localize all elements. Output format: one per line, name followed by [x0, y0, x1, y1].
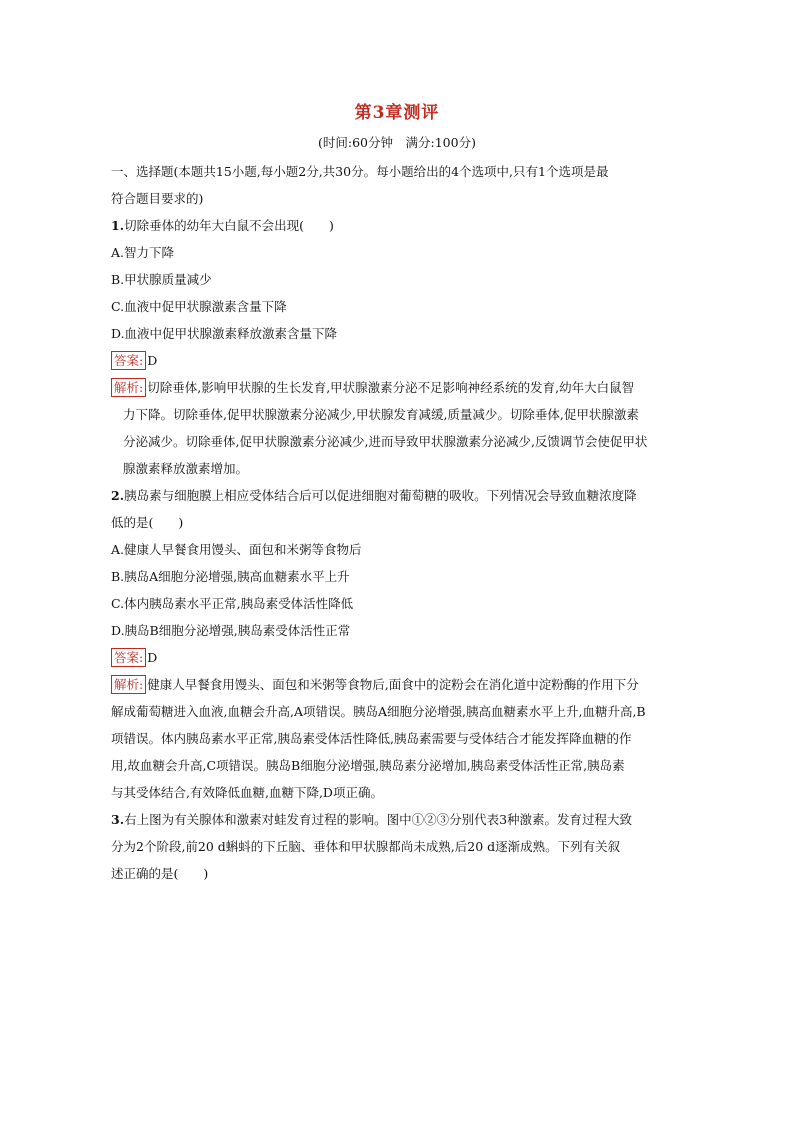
answer-value: D — [147, 353, 158, 368]
section-heading: 一、选择题(本题共15小题,每小题2分,共30分。每小题给出的4个选项中,只有1个选项是最 — [111, 164, 609, 179]
question-2-stem: 2.胰岛素与细胞膜上相应受体结合后可以促进细胞对葡萄糖的吸收。下列情况会导致血糖浓度降 — [111, 488, 637, 503]
question-3-stem-cont: 分为2个阶段,前20 d蝌蚪的下丘脑、垂体和甲状腺都尚未成熟,后20 d逐渐成熟。下列有关叙 — [111, 839, 621, 854]
question-2-stem-cont: 低的是( ) — [111, 515, 184, 530]
answer-line — [111, 347, 701, 374]
answer-label: 答案: — [111, 648, 146, 667]
option-c: C.体内胰岛素水平正常,胰岛素受体活性降低 — [111, 596, 354, 611]
option-b: B.胰岛A细胞分泌增强,胰高血糖素水平上升 — [111, 569, 350, 584]
analysis-line: 解析: 切除垂体,影响甲状腺的生长发育,甲状腺激素分泌不足影响神经系统的发育,幼年大白鼠智 — [111, 374, 701, 401]
answer-value: D — [147, 650, 158, 665]
section-heading-cont: 符合题目要求的) — [111, 191, 204, 206]
option-a: A.智力下降 — [111, 245, 175, 260]
question-number: 1. — [111, 218, 125, 233]
option-d: D.血液中促甲状腺激素释放激素含量下降 — [111, 326, 338, 341]
option-a: A.健康人早餐食用馒头、面包和米粥等食物后 — [111, 542, 362, 557]
analysis-text: 力下降。切除垂体,促甲状腺激素分泌减少,甲状腺发育减缓,质量减少。切除垂体,促甲状腺激素 — [123, 407, 639, 422]
analysis-text: 解成葡萄糖进入血液,血糖会升高,A项错误。胰岛A细胞分泌增强,胰高血糖素水平上升,血糖升高,B — [111, 704, 646, 719]
question-1-stem: 1.切除垂体的幼年大白鼠不会出现( ) — [111, 218, 334, 233]
answer-label: 答案: — [111, 351, 146, 370]
option-c: C.血液中促甲状腺激素含量下降 — [111, 299, 287, 314]
analysis-text: 腺激素释放激素增加。 — [123, 461, 249, 476]
analysis-text: 项错误。体内胰岛素水平正常,胰岛素受体活性降低,胰岛素需要与受体结合才能发挥降血糖的作 — [111, 731, 632, 746]
question-3-stem-cont: 述正确的是( ) — [111, 866, 209, 881]
option-d: D.胰岛B细胞分泌增强,胰岛素受体活性正常 — [111, 623, 351, 638]
analysis-text: 用,故血糖会升高,C项错误。胰岛B细胞分泌增强,胰岛素分泌增加,胰岛素受体活性正常,胰岛素 — [111, 758, 625, 773]
question-number: 2. — [111, 488, 125, 503]
document-body — [111, 158, 701, 887]
analysis-line: 解析: 健康人早餐食用馒头、面包和米粥等食物后,面食中的淀粉会在消化道中淀粉酶的作用下分 — [111, 671, 701, 698]
option-b: B.甲状腺质量减少 — [111, 272, 212, 287]
question-3-stem: 3.右上图为有关腺体和激素对蛙发育过程的影响。图中①②③分别代表3种激素。发育过程大致 — [111, 812, 633, 827]
page-title: 第3章测评 — [354, 103, 440, 123]
analysis-label: 解析: — [111, 675, 146, 694]
analysis-text: 与其受体结合,有效降低血糖,血糖下降,D项正确。 — [111, 785, 383, 800]
exam-info: (时间:60分钟 满分:100分) — [318, 135, 476, 150]
analysis-text: 分泌减少。切除垂体,促甲状腺激素分泌减少,进而导致甲状腺激素分泌减少,反馈调节会使促甲状 — [123, 434, 648, 449]
analysis-label: 解析: — [111, 378, 146, 397]
answer-line — [111, 644, 701, 671]
question-number: 3. — [111, 812, 125, 827]
